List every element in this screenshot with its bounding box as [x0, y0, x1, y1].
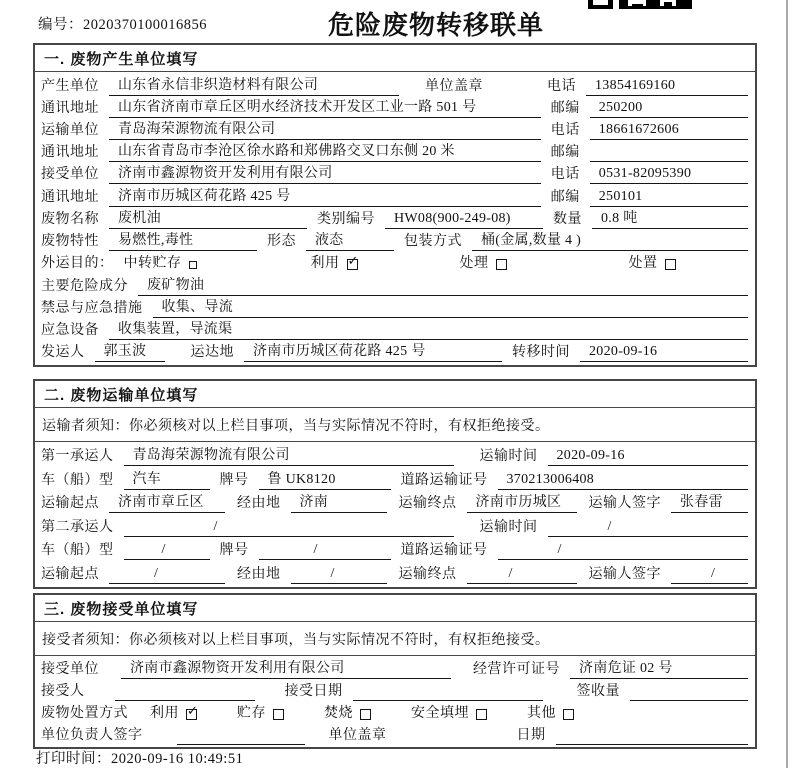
vehicle2-plate-field: / — [259, 541, 391, 560]
carrier2-signature-label: 运输人签字 — [588, 566, 661, 582]
disposal-other-checkbox: 其他 — [527, 704, 574, 723]
received-quantity-field — [630, 682, 748, 701]
emergency-equipment-label: 应急设备 — [41, 323, 99, 339]
route2-origin-label: 运输起点 — [41, 566, 99, 582]
emergency-measures-field: 收集、导流 — [153, 299, 749, 318]
form-row — [35, 492, 755, 513]
waste-quantity-label: 数量 — [553, 211, 582, 227]
section-producer — [33, 43, 757, 367]
transfer-date-field: 2020-09-16 — [580, 343, 748, 362]
received-quantity-label: 签收量 — [576, 684, 620, 700]
route1-destination-label: 运输终点 — [398, 496, 457, 512]
waste-characteristics-field: 易燃性,毒性 — [109, 232, 257, 251]
main-hazard-field: 废矿物油 — [138, 277, 748, 296]
purpose-transit-storage-checkbox: 中转贮存 — [124, 254, 197, 273]
print-time-label: 打印时间： — [36, 751, 111, 767]
transfer-date-label: 转移时间 — [512, 345, 570, 361]
producer-address-label: 通讯地址 — [41, 100, 99, 116]
waste-packaging-label: 包装方式 — [404, 234, 462, 250]
carrier1-date-field: 2020-09-16 — [548, 447, 749, 466]
form-row — [35, 97, 755, 118]
vehicle1-license-label: 道路运输证号 — [400, 472, 488, 488]
receiver-unit-label: 接受单位 — [41, 167, 99, 183]
form-row — [35, 516, 755, 537]
receive-date-field — [353, 682, 543, 701]
responsible-signature-label: 单位负责人签字 — [41, 727, 143, 743]
waste-packaging-field: 桶(金属,数量 4 ) — [472, 232, 748, 251]
transport-unit-field: 青岛海荣源物流有限公司 — [109, 121, 541, 140]
form-row — [35, 341, 755, 362]
form-row — [35, 275, 755, 296]
disposal-storage-checkbox: 贮存 — [237, 704, 284, 723]
form-row — [35, 539, 755, 560]
producer-postcode-label: 邮编 — [550, 100, 580, 116]
receiver-person-label: 接受人 — [41, 684, 85, 700]
form-row — [35, 319, 755, 340]
main-hazard-label: 主要危险成分 — [41, 278, 128, 294]
route2-origin-field: / — [109, 565, 225, 584]
section-transporter — [33, 379, 757, 589]
emergency-measures-label: 禁忌与应急措施 — [41, 300, 143, 316]
carrier1-signature-label: 运输人签字 — [588, 496, 661, 512]
waste-quantity-field: 0.8 吨 — [592, 210, 748, 229]
disposal-method-label: 废物处置方式 — [41, 705, 128, 721]
unit-seal-label: 单位盖章 — [425, 78, 483, 94]
form-row — [35, 252, 755, 273]
receiver-postcode-label: 邮编 — [550, 189, 580, 205]
receiver-notice: 接受者须知：你必须核对以上栏目事项，当与实际情况不符时，有权拒绝接受。 — [35, 622, 755, 656]
receiver-section-header: 三. 废物接受单位填写 — [35, 595, 755, 622]
receiver-seal-label: 单位盖章 — [328, 727, 387, 743]
print-time-value: 2020-09-16 10:49:51 — [111, 751, 244, 767]
form-row — [35, 469, 755, 490]
receive-date-label: 接受日期 — [284, 684, 343, 700]
receiving-unit-label: 接受单位 — [41, 662, 99, 678]
vehicle2-plate-label: 牌号 — [219, 543, 249, 559]
vehicle2-type-label: 车（船）型 — [41, 543, 114, 559]
vehicle1-type-label: 车（船）型 — [41, 472, 114, 488]
carrier2-signature-field: / — [671, 565, 748, 584]
destination-label: 运达地 — [190, 345, 234, 361]
qr-code-fragment — [588, 0, 692, 9]
form-row — [35, 75, 755, 96]
waste-characteristics-label: 废物特性 — [41, 234, 99, 250]
doc-number-label: 编号： — [38, 17, 83, 33]
form-row — [35, 445, 755, 466]
waste-form-label: 形态 — [267, 234, 296, 250]
transport-address-field: 山东省青岛市李沧区徐水路和郑佛路交叉口东侧 20 米 — [109, 143, 541, 162]
carrier1-label: 第一承运人 — [41, 449, 114, 465]
section-receiver — [33, 593, 757, 749]
disposal-recycle-checkbox: 利用 ✓ — [150, 703, 198, 721]
form-row — [35, 297, 755, 318]
form-row — [35, 658, 755, 679]
responsible-signature-field — [177, 726, 305, 745]
doc-number-value: 2020370100016856 — [83, 17, 207, 33]
transport-unit-label: 运输单位 — [41, 123, 99, 139]
transport-address-label: 通讯地址 — [41, 145, 99, 161]
transporter-notice: 运输者须知：你必须核对以上栏目事项，当与实际情况不符时，有权拒绝接受。 — [35, 408, 755, 442]
form-row — [35, 208, 755, 229]
business-license-label: 经营许可证号 — [473, 662, 560, 678]
form-row — [35, 230, 755, 251]
carrier1-date-label: 运输时间 — [479, 449, 538, 465]
vehicle2-type-field: / — [124, 541, 210, 560]
transport-phone-label: 电话 — [550, 123, 580, 139]
form-row — [35, 680, 755, 701]
form-row — [35, 702, 755, 723]
receiver-address-label: 通讯地址 — [41, 189, 99, 205]
vehicle1-type-field: 汽车 — [124, 471, 210, 490]
receiving-unit-field: 济南市鑫源物资开发利用有限公司 — [121, 660, 451, 679]
route1-destination-field: 济南市历城区 — [467, 494, 577, 513]
vehicle2-license-field: / — [498, 541, 749, 560]
waste-name-field: 废机油 — [109, 210, 307, 229]
route1-via-field: 济南 — [291, 494, 387, 513]
form-row — [35, 563, 755, 584]
receiver-phone-field: 0531-82095390 — [590, 165, 748, 184]
purpose-recycle-checkbox: 利用 ✓ — [310, 254, 359, 272]
receiver-person-field — [115, 682, 255, 701]
print-time — [36, 747, 243, 768]
receiver-unit-field: 济南市鑫源物资开发利用有限公司 — [109, 165, 541, 184]
route1-via-label: 经由地 — [237, 496, 281, 512]
producer-postcode-field: 250200 — [590, 99, 748, 118]
emergency-equipment-field: 收集装置，导流渠 — [109, 321, 748, 340]
purpose-disposal-checkbox: 处置 — [629, 254, 676, 273]
transport-postcode-label: 邮编 — [550, 145, 580, 161]
producer-address-field: 山东省济南市章丘区明水经济技术开发区工业一路 501 号 — [109, 99, 541, 118]
producer-phone-field: 13854169160 — [586, 77, 748, 96]
destination-field: 济南市历城区荷花路 425 号 — [244, 343, 502, 362]
waste-name-label: 废物名称 — [41, 211, 99, 227]
page-edge-line — [786, 0, 788, 768]
transport-phone-field: 18661672606 — [590, 121, 748, 140]
carrier1-field: 青岛海荣源物流有限公司 — [124, 447, 454, 466]
transporter-section-header: 二. 废物运输单位填写 — [35, 381, 755, 408]
doc-number — [38, 13, 207, 34]
purpose-treatment-checkbox: 处理 — [460, 254, 507, 273]
vehicle1-license-field: 370213006408 — [498, 471, 749, 490]
producer-section-header: 一. 废物产生单位填写 — [35, 45, 755, 72]
receiver-address-field: 济南市历城区荷花路 425 号 — [109, 188, 541, 207]
carrier2-field: / — [124, 518, 454, 537]
receiver-phone-label: 电话 — [550, 167, 580, 183]
carrier2-date-label: 运输时间 — [479, 519, 538, 535]
producer-unit-label: 产生单位 — [41, 78, 99, 94]
sign-date-label: 日期 — [516, 727, 546, 743]
disposal-incineration-checkbox: 焚烧 — [324, 704, 371, 723]
receiver-postcode-field: 250101 — [590, 188, 748, 207]
route2-destination-field: / — [467, 565, 577, 584]
form-row — [35, 119, 755, 140]
business-license-field: 济南危证 02 号 — [570, 660, 748, 679]
consignor-label: 发运人 — [41, 345, 85, 361]
vehicle1-plate-label: 牌号 — [219, 472, 249, 488]
waste-form-field: 液态 — [306, 232, 394, 251]
route2-destination-label: 运输终点 — [398, 566, 457, 582]
route2-via-label: 经由地 — [237, 566, 281, 582]
carrier2-date-field: / — [548, 518, 749, 537]
waste-category-label: 类别编号 — [317, 211, 375, 227]
route1-origin-field: 济南市章丘区 — [109, 494, 225, 513]
vehicle1-plate-field: 鲁 UK8120 — [259, 471, 391, 490]
carrier2-label: 第二承运人 — [41, 519, 114, 535]
route2-via-field: / — [291, 565, 387, 584]
producer-phone-label: 电话 — [547, 78, 576, 94]
consignor-field: 郭玉波 — [95, 343, 165, 362]
vehicle2-license-label: 道路运输证号 — [400, 543, 488, 559]
producer-unit-field: 山东省永信非织造材料有限公司 — [109, 77, 399, 96]
disposal-landfill-checkbox: 安全填埋 — [411, 704, 487, 723]
waste-category-field: HW08(900-249-08) — [385, 210, 543, 229]
transfer-purpose-label: 外运目的： — [41, 256, 114, 272]
page-title: 危险废物转移联单 — [328, 10, 545, 40]
transport-postcode-field — [590, 143, 748, 162]
form-row — [35, 724, 755, 745]
form-row — [35, 141, 755, 162]
carrier1-signature-field: 张春雷 — [671, 494, 748, 513]
form-row — [35, 163, 755, 184]
form-row — [35, 186, 755, 207]
sign-date-field — [556, 726, 749, 745]
route1-origin-label: 运输起点 — [41, 496, 99, 512]
